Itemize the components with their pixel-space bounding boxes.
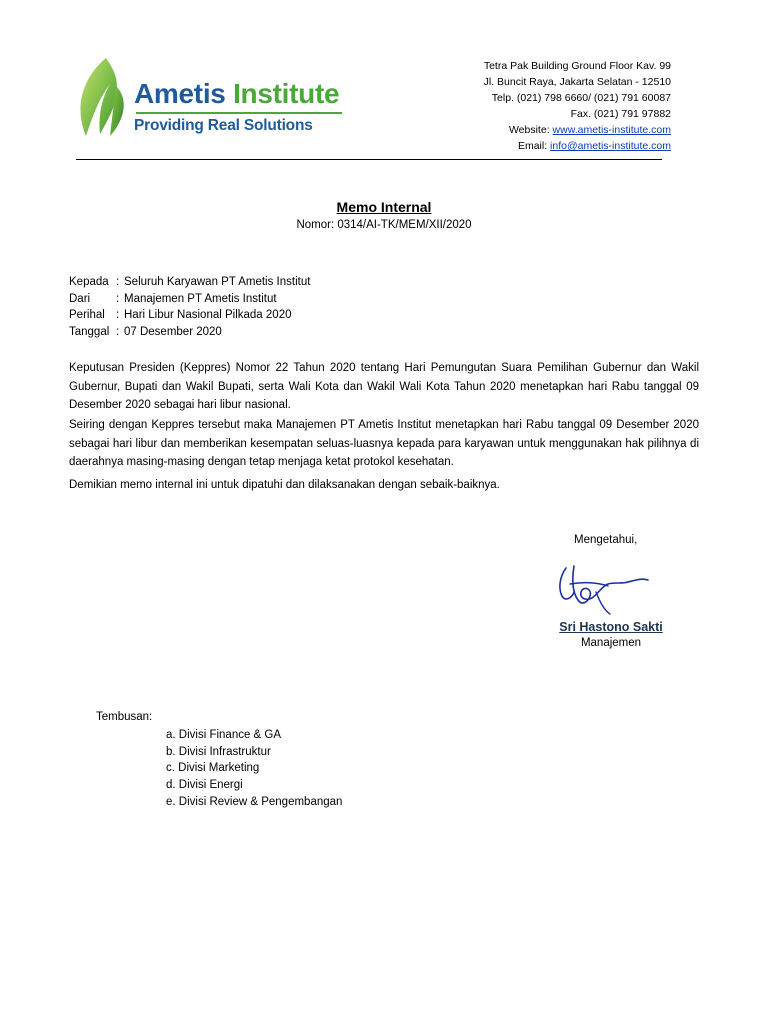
cc-item: a. Divisi Finance & GA [166, 729, 282, 741]
memo-title: Memo Internal [336, 199, 432, 215]
field-label: Tanggal [69, 325, 110, 338]
field-value: Manajemen PT Ametis Institut [124, 292, 277, 305]
field-perihal [69, 307, 310, 324]
website-label: Website: [508, 124, 550, 136]
field-label: Perihal [69, 309, 105, 322]
field-dari [69, 291, 310, 308]
address-line: Tetra Pak Building Ground Floor Kav. 99 [483, 60, 671, 72]
website-link[interactable]: www.ametis-institute.com [552, 124, 671, 136]
field-separator: : [116, 309, 120, 322]
company-name [134, 78, 339, 110]
phone-line: Telp. (021) 798 6660/ (021) 791 60087 [491, 92, 671, 104]
cc-list [166, 727, 342, 811]
logo-underline [136, 112, 342, 114]
field-separator: : [116, 292, 120, 305]
memo-header-fields [69, 274, 310, 340]
address-line: Jl. Buncit Raya, Jakarta Selatan - 12510 [483, 76, 671, 88]
company-name-part1: Ametis [134, 78, 226, 109]
leaf-logo-icon [76, 56, 136, 140]
body-paragraph: Seiring dengan Keppres tersebut maka Manajemen PT Ametis Institut menetapkan hari Rabu tanggal 09 Desember 2020 sebagai hari libur dan memberikan kesempatan seluas-luasnya kepada para karyawan untuk menggunakan hak pilihnya di daerahnya masing-masing dengan tetap menjaga ketat protokol kesehatan. [69, 419, 699, 468]
field-value: Seluruh Karyawan PT Ametis Institut [124, 276, 311, 288]
email-line [484, 138, 671, 154]
email-label: Email: [517, 140, 548, 152]
field-separator: : [116, 276, 120, 288]
signer-role: Manajemen [580, 637, 642, 649]
website-line [484, 122, 671, 138]
field-kepada [69, 274, 310, 291]
body-paragraph: Demikian memo internal ini untuk dipatuhi dan dilaksanakan dengan sebaik-baiknya. [69, 479, 500, 491]
field-label: Dari [69, 292, 91, 305]
field-separator: : [116, 325, 120, 338]
fax-line: Fax. (021) 791 97882 [570, 108, 671, 120]
field-value: Hari Libur Nasional Pilkada 2020 [124, 309, 292, 322]
field-label: Kepada [69, 276, 109, 288]
cc-item: b. Divisi Infrastruktur [166, 745, 271, 758]
company-logo [76, 56, 356, 140]
cc-item: c. Divisi Marketing [166, 762, 260, 775]
field-tanggal [69, 324, 310, 341]
cc-item: e. Divisi Review & Pengembangan [166, 795, 343, 808]
field-value: 07 Desember 2020 [124, 325, 222, 338]
cc-item: d. Divisi Energi [166, 779, 243, 792]
cc-label: Tembusan: [96, 711, 153, 723]
company-tagline: Providing Real Solutions [134, 117, 313, 134]
email-link[interactable]: info@ametis-institute.com [550, 140, 671, 152]
memo-number: Nomor: 0314/AI-TK/MEM/XII/2020 [296, 219, 472, 231]
acknowledged-label: Mengetahui, [574, 534, 638, 546]
company-address [484, 58, 671, 154]
company-name-part2: Institute [233, 78, 340, 109]
handwritten-signature [552, 562, 652, 620]
header-divider [76, 159, 662, 160]
body-paragraph: Keputusan Presiden (Keppres) Nomor 22 Tahun 2020 tentang Hari Pemungutan Suara Pemilihan Gubernur dan Wakil Gubernur, Bupati dan Wakil Bupati, serta Wali Kota dan Wakil Wali Kota Tahun 2020 menetapkan hari Rabu tanggal 09 Desember 2020 sebagai hari libur nasional. [69, 362, 699, 411]
signer-name: Sri Hastono Sakti [559, 620, 663, 634]
